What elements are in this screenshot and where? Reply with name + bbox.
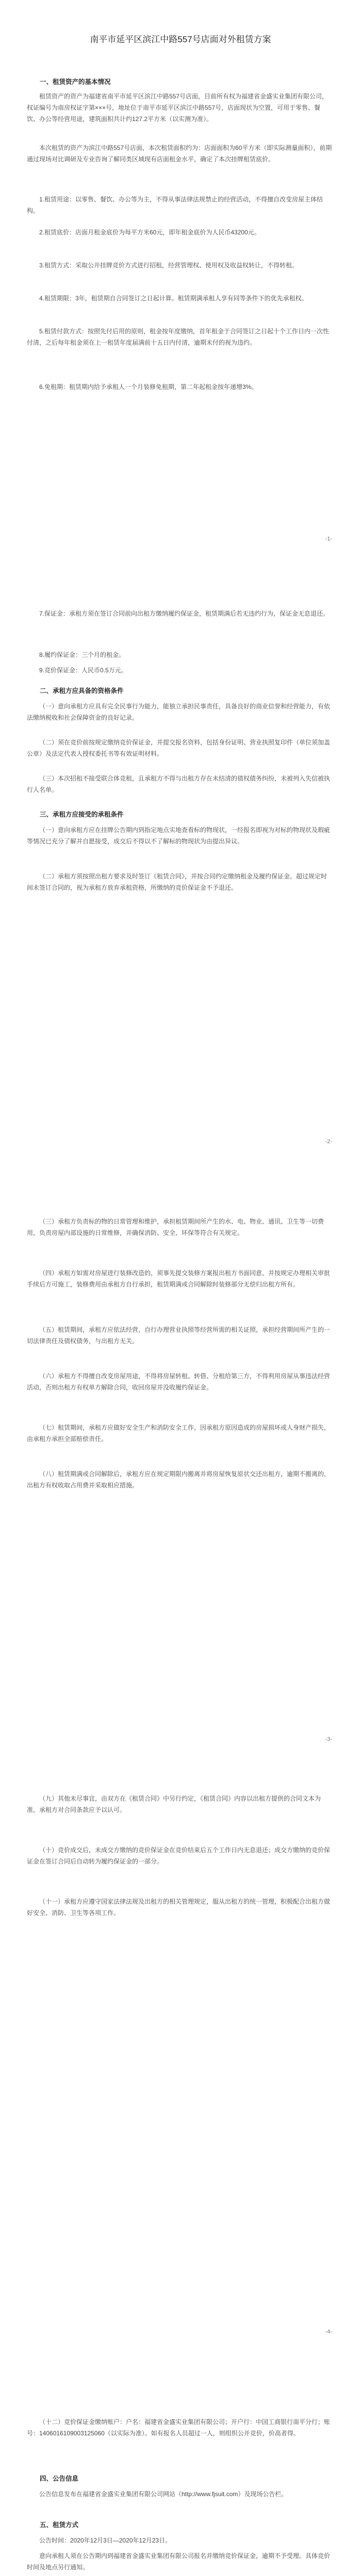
paragraph: 公告信息发布在福建省金盛实业集团有限公司网站（http://www.fjsuit.com）及现场公告栏。 xyxy=(39,2490,288,2498)
paragraph: 9.竞价保证金：人民币0.5万元。 xyxy=(39,667,127,674)
paragraph: （五）租赁期间，承租方应依法经营，自行办理营业执照等经营所需的相关证照，承担经营期间所产生的一切法律责任及债权债务，与出租方无关。 xyxy=(27,1326,331,1345)
page-number: -1- xyxy=(325,536,332,542)
paragraph: （三）承租方负责标的物的日常管理和维护，承担租赁期间所产生的水、电、物业、通讯、卫生等一切费用，负责房屋内部设施的日常维修，并确保消防、安全、环保等符合有关规定。 xyxy=(27,1218,324,1236)
section-heading: 五、租赁方式 xyxy=(40,2521,79,2529)
paragraph: 本次租赁的资产为滨江中路557号店面，本次租赁面积约为：店面面积为60平方米（即实际测量面积），前期通过现场对比调研及专业咨询了解同类区域现有店面租金水平，确定了本次挂牌租赁底价。 xyxy=(27,144,332,163)
paragraph: （八）租赁期满或合同解除后，承租方应在规定期限内搬离并将房屋恢复原状交还出租方，逾期不搬离的，出租方有权收取占用费并采取相应措施。 xyxy=(27,1470,331,1489)
paragraph: （十）竞价成交后，未成交方缴纳的竞价保证金在竞价结束后五个工作日内无息退还；成交方缴纳的竞价保证金在签订合同后自动转为履约保证金的一部分。 xyxy=(27,1846,331,1865)
paragraph: 1.租赁用途：以零售、餐饮、办公等为主，不得从事法律法规禁止的经营活动，不得擅自改变房屋主体结构。 xyxy=(27,196,323,214)
page-number: -4- xyxy=(325,2329,332,2335)
section-heading: 四、公告信息 xyxy=(40,2475,79,2482)
paragraph: （二）须在竞价前按规定缴纳竞价保证金，并提交报名资料，包括身份证明、营业执照复印件（单位须加盖公章）及法定代表人授权委托书等有效证明材料。 xyxy=(27,739,331,757)
paragraph: （六）承租方不得擅自改变房屋用途，不得将房屋转租、转借、分租给第三方，不得利用房屋从事违法经营活动，否则出租方有权单方解除合同，收回房屋并没收履约保证金。 xyxy=(27,1372,331,1391)
paragraph: 3.租赁方式：采取公开挂牌竞价方式进行招租，经营管理权、使用权及收益权转让，不得转租。 xyxy=(39,262,299,269)
paragraph: （一）意向承租方应在挂牌公告期内到指定地点实地查看标的物现状，一经报名即视为对标的物现状及瑕疵等情况已充分了解并自愿接受，成交后不得以不了解标的物现状为由提出异议。 xyxy=(27,826,331,845)
paragraph: （七）租赁期间，承租方应做好安全生产和消防安全工作，因承租方原因造成的房屋损坏或人身财产损失，由承租方承担全部赔偿责任。 xyxy=(27,1424,331,1443)
paragraph: 7.保证金：承租方须在签订合同前向出租方缴纳履约保证金，租赁期满后若无违约行为，保证金无息退还。 xyxy=(39,610,330,617)
paragraph: （二）承租方须按照出租方要求及时签订《租赁合同》，并按合同约定缴纳租金及履约保证金。超过规定时间未签订合同的，视为承租方放弃承租资格，所缴纳的竞价保证金不予退还。 xyxy=(27,873,327,891)
section-heading: 一、租赁资产的基本情况 xyxy=(40,78,111,86)
paragraph: （十一）承租方应遵守国家法律法规及出租方的相关管理规定，服从出租方的统一管理，积极配合出租方做好安全、消防、卫生等各项工作。 xyxy=(27,1898,331,1917)
paragraph: 4.租赁期限：3年，租赁期自合同签订之日起计算。租赁期满承租人享有同等条件下的优先承租权。 xyxy=(39,295,308,302)
page-number: -3- xyxy=(325,1736,332,1742)
section-heading: 三、承租方应接受的承租条件 xyxy=(40,811,124,818)
section-heading: 二、承租方应具备的资格条件 xyxy=(40,687,124,694)
paragraph: 5.租赁付款方式：按照先付后用的原则，租金按年度缴纳，首年租金于合同签订之日起十个工作日内一次性付清，之后每年租金须在上一租赁年度届满前十五日内付清，逾期未付的视为违约。 xyxy=(27,328,330,346)
paragraph: 意向承租人须在公告期内到福建省金盛实业集团有限公司报名并缴纳竞价保证金，逾期不予受理。具体竞价时间及地点另行通知。 xyxy=(27,2552,331,2571)
paragraph: 6.免租期：租赁期内给予承租人一个月装修免租期，第二年起租金按年递增3%。 xyxy=(39,383,258,391)
paragraph: （三）本次招租不接受联合体竞租，且承租方不得与出租方存在未结清的债权债务纠纷，未被列入失信被执行人名单。 xyxy=(27,775,331,793)
paragraph: （十二）竞价保证金缴纳账户：户名：福建省金盛实业集团有限公司；开户行：中国工商银行南平分行；账号：1406016109003125060（以实际为准）。如有报名人员超过一人，则组织公开竞价，价高者得。 xyxy=(27,2418,331,2437)
paragraph: 2.租赁底价：店面月租金底价为每平方米60元，即年租金底价为人民币43200元。 xyxy=(39,229,260,236)
paragraph: 公告时间：2020年12月3日—2020年12月23日。 xyxy=(39,2537,172,2544)
paragraph: （九）其他未尽事宜，由双方在《租赁合同》中另行约定，《租赁合同》内容以出租方提供的合同文本为准，承租方对合同条款应予以认可。 xyxy=(27,1795,321,1814)
page-number: -2- xyxy=(325,1139,332,1145)
paragraph: 8.履约保证金：三个月的租金。 xyxy=(39,651,125,658)
paragraph: （四）承租方如需对房屋进行装修改造的，须事先提交装修方案报出租方书面同意，并按规定办理相关审批手续后方可施工，装修费用由承租方自行承担，租赁期满或合同解除时装修部分无偿归出租方所有。 xyxy=(27,1269,331,1288)
paragraph: （一）意向承租方应具有完全民事行为能力，能独立承担民事责任，具备良好的商业信誉和经营能力，有依法缴纳税收和社会保障资金的良好记录。 xyxy=(27,703,331,721)
document-title: 南平市延平区滨江中路557号店面对外租赁方案 xyxy=(90,35,271,44)
paragraph: 租赁资产的资产为福建省南平市延平区滨江中路557号店面，目前所有权为福建省金盛实业集团有限公司，权证编号为南房权证字第×××号，地址位于南平市延平区滨江中路557号，店面现状为空置，可用于零售、餐饮、办公等经营用途，建筑面积共计约127.2平方米（以实测为准）。 xyxy=(27,93,329,123)
